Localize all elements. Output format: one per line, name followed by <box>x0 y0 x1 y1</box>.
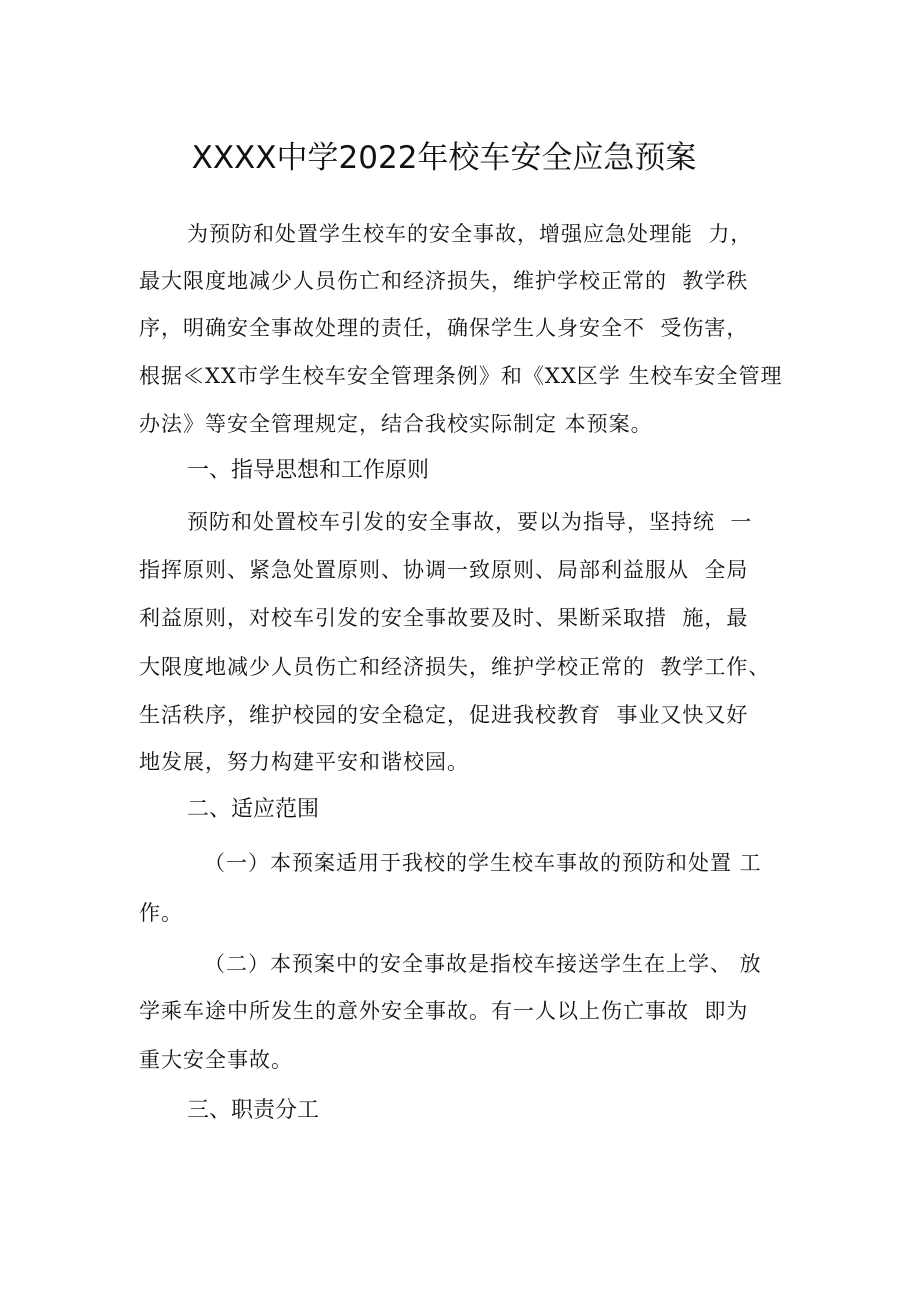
section1-line-2: 指挥原则、紧急处置原则、协调一致原则、局部利益服从 全局 <box>139 558 749 582</box>
section1-line-1: 预防和处置校车引发的安全事故，要以为指导，坚持统 一 <box>187 510 753 534</box>
section1-line-4: 大限度地减少人员伤亡和经济损失，维护学校正常的 教学工作、 <box>139 655 771 679</box>
section2-item2-line-1: （二）本预案中的安全事故是指校车接送学生在上学、 放 <box>204 952 762 976</box>
section1-line-5: 生活秩序，维护校园的安全稳定，促进我校教育 事业又快又好 <box>139 703 749 727</box>
section2-item1-line-1: （一）本预案适用于我校的学生校车事故的预防和处置 工 <box>204 851 762 875</box>
section3-heading: 三、职责分工 <box>187 1098 320 1123</box>
intro-line-1: 为预防和处置学生校车的安全事故，增强应急处理能 力， <box>187 222 753 246</box>
intro-line-2: 最大限度地减少人员伤亡和经济损失，维护学校正常的 教学秩 <box>139 269 749 293</box>
section2-item1-line-2: 作。 <box>139 901 183 925</box>
document-title: XXXX中学2022年校车安全应急预案 <box>191 140 697 176</box>
section2-item2-line-3: 重大安全事故。 <box>139 1048 293 1072</box>
intro-line-4: 根据≪XX市学生校车安全管理条例》和《XX区学 生校车安全管理 <box>139 364 783 388</box>
section1-line-6: 地发展，努力构建平安和谐校园。 <box>139 750 469 774</box>
section2-item2-line-2: 学乘车途中所发生的意外安全事故。有一人以上伤亡事故 即为 <box>139 999 749 1023</box>
section2-heading: 二、适应范围 <box>187 797 320 822</box>
intro-line-5: 办法》等安全管理规定，结合我校实际制定 本预案。 <box>139 412 653 436</box>
section1-line-3: 利益原则，对校车引发的安全事故要及时、果断采取措 施，最 <box>139 606 749 630</box>
section1-heading: 一、指导思想和工作原则 <box>187 458 430 483</box>
intro-line-3: 序，明确安全事故处理的责任，确保学生人身安全不 受伤害， <box>139 316 749 340</box>
